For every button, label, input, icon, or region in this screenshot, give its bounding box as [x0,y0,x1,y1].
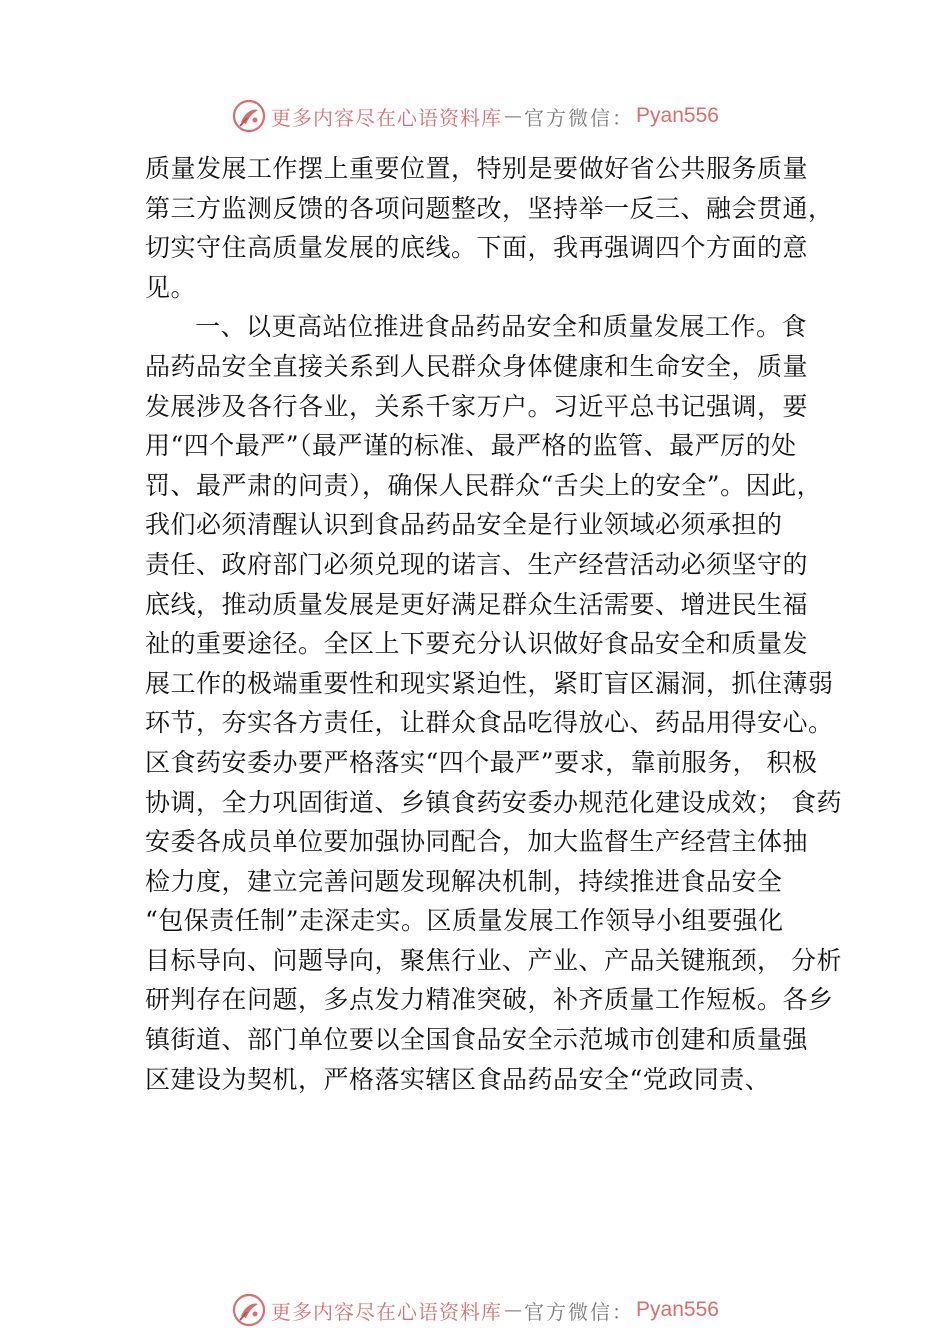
brand-logo-icon [231,98,267,134]
watermark-banner-bottom [0,1288,950,1332]
section-heading-line: 一、以更高站位推进食品药品安全和质量发展工作。食 [195,312,808,342]
watermark-wechat-id: Pyan556 [636,104,719,127]
text-line: 责任、政府部门必须兑现的诺言、生产经营活动必须坚守的 [145,549,809,579]
watermark-wechat-id: Pyan556 [636,1298,719,1321]
brand-logo-icon [231,1292,267,1328]
watermark-separator: — [504,105,523,127]
text-line: 见。 [145,272,197,302]
text-line: 用“四个最严”（最严谨的标准、最严格的监管、最严厉的处 [145,431,797,461]
text-line: 镇街道、部门单位要以全国食品安全示范城市创建和质量强 [145,1025,809,1055]
text-line: 我们必须清醒认识到食品药品安全是行业领域必须承担的 [145,510,783,540]
text-line: 研判存在问题，多点发力精准突破，补齐质量工作短板。各乡 [145,985,834,1015]
text-line: 质量发展工作摆上重要位置，特别是要做好省公共服务质量 [145,154,809,183]
text-line: 区建设为契机，严格落实辖区食品药品安全“党政同责、 [145,1064,771,1094]
text-line: 区食药安委办要严格落实“四个最严”要求，靠前服务， 积极 [145,747,818,777]
text-line: 环节，夯实各方责任，让群众食品吃得放心、药品用得安心。 [145,708,834,738]
text-line: 展工作的极端重要性和现实紧迫性，紧盯盲区漏洞，抓住薄弱 [145,668,834,698]
watermark-wechat-label: 官方微信： [524,105,635,130]
watermark-site-text: 更多内容尽在心语资料库 [271,105,503,130]
watermark-wechat-label: 官方微信： [524,1299,635,1324]
text-line: 底线，推动质量发展是更好满足群众生活需要、增进民生福 [145,589,809,619]
document-body [145,149,842,1099]
text-line: 协调，全力巩固街道、乡镇食药安委办规范化建设成效； 食药 [145,787,842,817]
text-line: 品药品安全直接关系到人民群众身体健康和生命安全，质量 [145,351,809,381]
text-line: 检力度，建立完善问题发现解决机制，持续推进食品安全 [145,866,783,896]
text-line: 切实守住高质量发展的底线。下面，我再强调四个方面的意 [145,233,809,263]
text-line: 罚、最严肃的问责），确保人民群众“舌尖上的安全”。因此， [145,470,823,500]
watermark-banner-top [0,94,950,138]
text-line: 祉的重要途径。全区上下要充分认识做好食品安全和质量发 [145,629,809,659]
watermark-site-text: 更多内容尽在心语资料库 [271,1299,503,1324]
text-line: “包保责任制”走深走实。区质量发展工作领导小组要强化 [145,906,784,936]
text-line: 第三方监测反馈的各项问题整改，坚持举一反三、融会贯通， [145,193,834,223]
watermark-separator: — [504,1299,523,1321]
text-line: 目标导向、问题导向，聚焦行业、产业、产品关键瓶颈， 分析 [145,945,842,975]
text-line: 安委各成员单位要加强协同配合，加大监督生产经营主体抽 [145,827,809,857]
text-line: 发展涉及各行各业，关系千家万户。习近平总书记强调，要 [145,391,809,421]
